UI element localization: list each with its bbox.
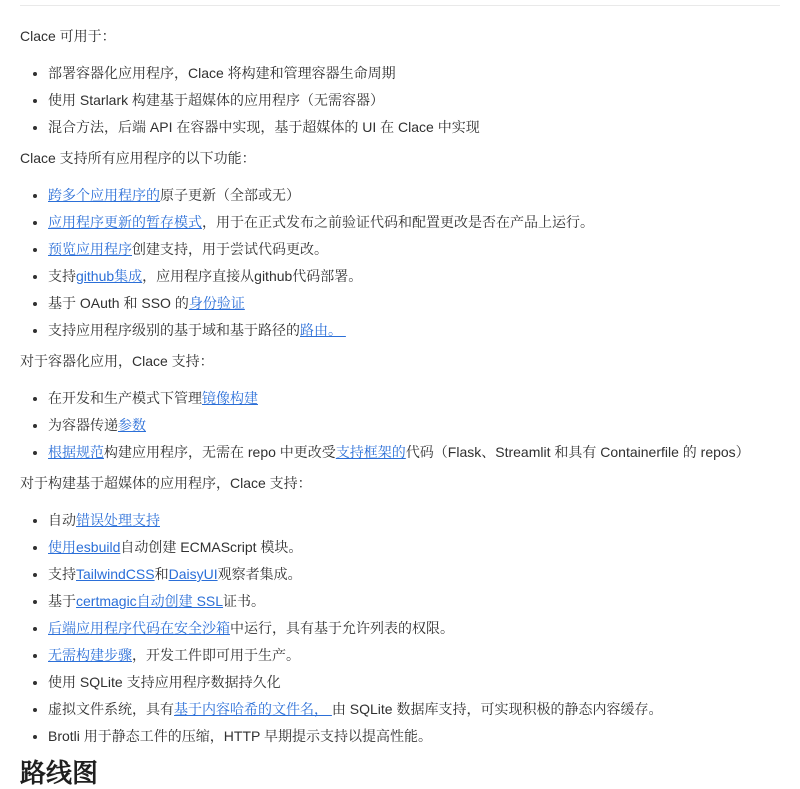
link-parameters[interactable]: 参数 (118, 417, 146, 433)
text-segment: 自动 (48, 512, 76, 528)
link-preview-apps[interactable]: 预览应用程序 (48, 241, 132, 257)
section-intro-uses: Clace 可用于： (20, 28, 116, 44)
text-segment: 混合方法，后端 API 在容器中实现，基于超媒体的 UI 在 Clace 中实现 (48, 119, 480, 135)
list-item (48, 212, 780, 233)
text-segment: 基于 OAuth 和 SSO 的 (48, 295, 189, 311)
list-item (48, 442, 780, 463)
link-authentication[interactable]: 身份验证 (188, 295, 245, 311)
text-segment: 证书。 (223, 593, 266, 609)
text-segment: 创建支持，用于尝试代码更改。 (132, 241, 328, 257)
list-item (48, 415, 780, 436)
roadmap-heading: 路线图 (20, 758, 99, 788)
link-app-specs[interactable]: 根据规范 (48, 444, 104, 460)
link-content-hash-filenames[interactable]: 基于内容哈希的文件名， (174, 701, 332, 717)
link-atomic-updates[interactable]: 跨多个应用程序的 (48, 187, 160, 203)
list-item (48, 117, 780, 138)
list-item (48, 672, 780, 693)
link-no-build-step[interactable]: 无需构建步骤 (48, 647, 132, 663)
link-supported-frameworks[interactable]: 支持框架的 (335, 444, 406, 460)
link-routing[interactable]: 路由。 (300, 322, 346, 338)
text-segment: 为容器传递 (48, 417, 118, 433)
text-segment: 观察者集成。 (217, 566, 302, 582)
section-intro-hypermedia: 对于构建基于超媒体的应用程序，Clace 支持： (20, 475, 312, 491)
list-item (48, 63, 780, 84)
text-segment: 使用 Starlark 构建基于超媒体的应用程序（无需容器） (48, 92, 385, 108)
link-image-builds[interactable]: 镜像构建 (202, 390, 258, 406)
link-staging-mode[interactable]: 应用程序更新的暂存模式 (48, 214, 202, 230)
uses-list (20, 63, 780, 138)
list-item (48, 185, 780, 206)
text-segment: 支持 (48, 566, 76, 582)
text-segment: 原子更新（全部或无） (160, 187, 300, 203)
list-item (48, 510, 780, 531)
section-intro-containerized: 对于容器化应用，Clace 支持： (20, 353, 214, 369)
hypermedia-feature-list (20, 510, 780, 747)
text-segment: 部署容器化应用程序，Clace 将构建和管理容器生命周期 (48, 65, 396, 81)
text-segment: 代码（Flask、Streamlit 和具有 Containerfile 的 repos） (405, 444, 750, 460)
list-item (48, 699, 780, 720)
link-esbuild[interactable]: 使用esbuild (48, 539, 121, 555)
link-daisyui[interactable]: DaisyUI (168, 566, 218, 582)
list-item (48, 537, 780, 558)
link-error-handling[interactable]: 错误处理支持 (76, 512, 160, 528)
text-segment: Brotli 用于静态工件的压缩，HTTP 早期提示支持以提高性能。 (48, 728, 432, 744)
text-segment: 支持应用程序级别的基于域和基于路径的 (48, 322, 300, 338)
text-segment: ，开发工件即可用于生产。 (132, 647, 300, 663)
list-item (48, 266, 780, 287)
text-segment: ，用于在正式发布之前验证代码和配置更改是否在产品上运行。 (202, 214, 594, 230)
list-item (48, 645, 780, 666)
text-segment: 中运行，具有基于允许列表的权限。 (230, 620, 454, 636)
text-segment: 基于 (48, 593, 76, 609)
text-segment: 自动创建 ECMAScript 模块。 (120, 539, 303, 555)
containerized-feature-list (20, 388, 780, 463)
list-item (48, 618, 780, 639)
link-github-integration[interactable]: github集成 (76, 268, 143, 284)
link-tailwindcss[interactable]: TailwindCSS (76, 566, 155, 582)
list-item (48, 320, 780, 341)
text-segment: 构建应用程序，无需在 repo 中更改受 (104, 444, 336, 460)
document-body (0, 5, 800, 789)
list-item (48, 388, 780, 409)
text-segment: 虚拟文件系统，具有 (48, 701, 174, 717)
list-item (48, 293, 780, 314)
text-segment: ，应用程序直接从github代码部署。 (142, 268, 363, 284)
text-segment: 在开发和生产模式下管理 (48, 390, 202, 406)
list-item (48, 591, 780, 612)
link-certmagic-ssl[interactable]: certmagic自动创建 SSL (76, 593, 224, 609)
link-security-sandbox[interactable]: 后端应用程序代码在安全沙箱 (48, 620, 230, 636)
text-segment: 由 SQLite 数据库支持，可实现积极的静态内容缓存。 (331, 701, 663, 717)
text-segment: 和 (154, 566, 169, 582)
section-divider (20, 5, 780, 6)
list-item (48, 726, 780, 747)
list-item (48, 564, 780, 585)
list-item (48, 90, 780, 111)
text-segment: 支持 (48, 268, 76, 284)
list-item (48, 239, 780, 260)
all-apps-feature-list (20, 185, 780, 341)
section-intro-all-apps: Clace 支持所有应用程序的以下功能： (20, 150, 256, 166)
text-segment: 使用 SQLite 支持应用程序数据持久化 (48, 674, 281, 690)
